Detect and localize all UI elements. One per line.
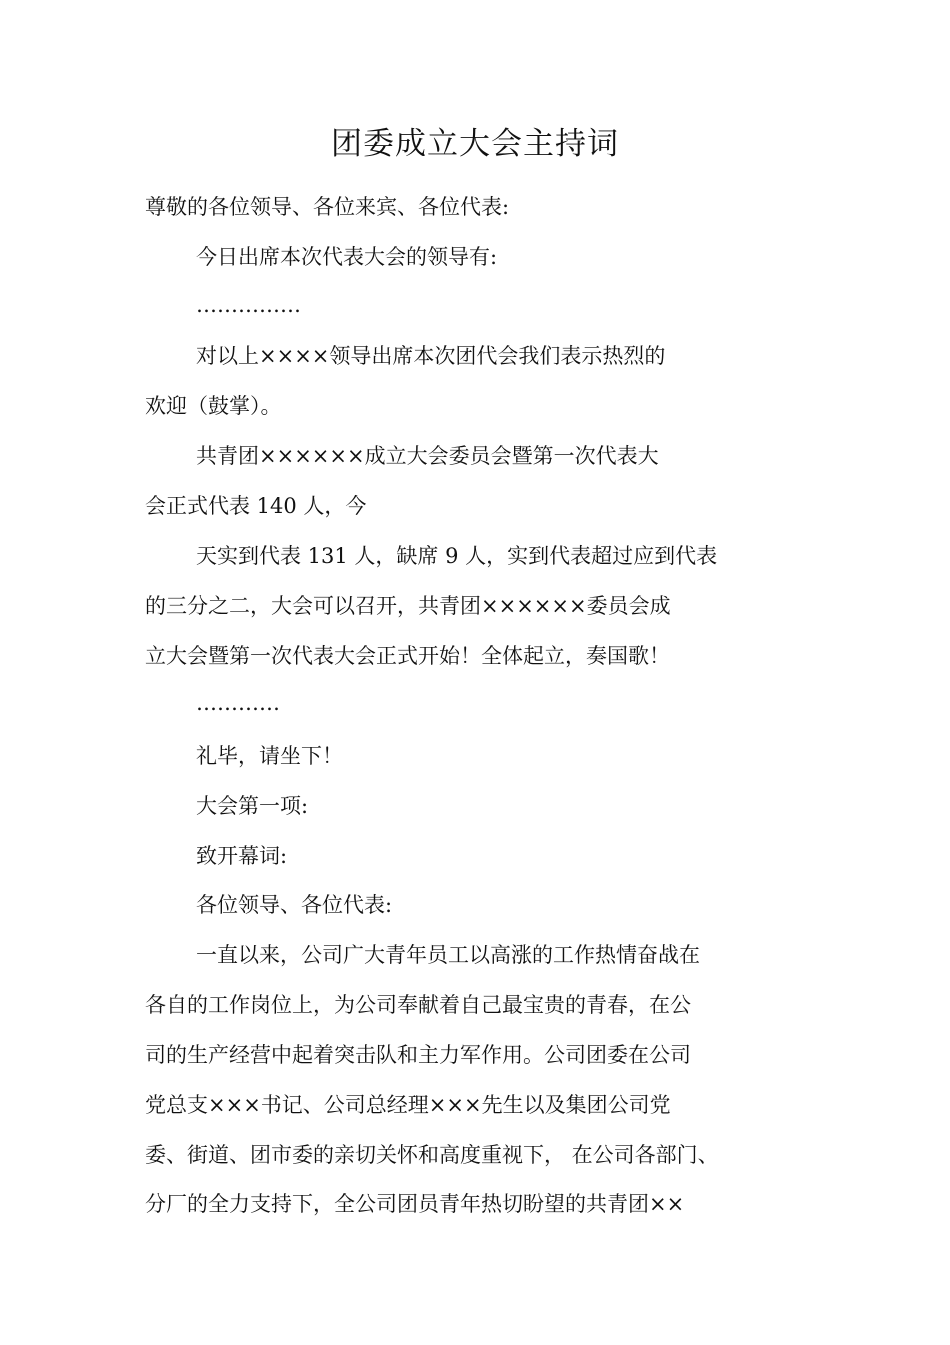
paragraph-line: 各自的工作岗位上，为公司奉献着自己最宝贵的青春，在公 [145, 993, 691, 1017]
paragraph-line: 的三分之二，大会可以召开，共青团××××××委员会成 [145, 594, 671, 618]
paragraph-line: 司的生产经营中起着突击队和主力军作用。公司团委在公司 [145, 1043, 691, 1067]
paragraph-line: 立大会暨第一次代表大会正式开始！全体起立，奏国歌！ [145, 644, 670, 668]
paragraph-line: 天实到代表 131 人，缺席 9 人，实到代表超过应到代表 [196, 544, 718, 568]
paragraph-line: 会正式代表 140 人，今 [145, 494, 367, 518]
ellipsis-line: …………… [196, 293, 301, 317]
paragraph-line: 礼毕，请坐下！ [196, 744, 343, 768]
paragraph-line: 致开幕词: [196, 844, 288, 868]
ellipsis-line: ………… [196, 691, 280, 715]
paragraph-line: 对以上××××领导出席本次团代会我们表示热烈的 [196, 344, 666, 368]
paragraph-line: 大会第一项: [196, 794, 309, 818]
paragraph-line: 欢迎（鼓掌）。 [145, 394, 282, 418]
paragraph-line: 共青团××××××成立大会委员会暨第一次代表大 [196, 444, 659, 468]
document-title: 团委成立大会主持词 [331, 126, 619, 162]
paragraph-line: 今日出席本次代表大会的领导有: [196, 245, 498, 269]
paragraph-line: 党总支×××书记、公司总经理×××先生以及集团公司党 [145, 1093, 671, 1117]
paragraph-line: 分厂的全力支持下，全公司团员青年热切盼望的共青团×× [145, 1192, 685, 1216]
paragraph-line: 各位领导、各位代表: [196, 893, 393, 917]
salutation-line: 尊敬的各位领导、各位来宾、各位代表: [145, 195, 510, 219]
paragraph-line: 一直以来，公司广大青年员工以高涨的工作热情奋战在 [196, 943, 700, 967]
paragraph-line: 委、街道、团市委的亲切关怀和高度重视下， 在公司各部门、 [145, 1143, 719, 1167]
